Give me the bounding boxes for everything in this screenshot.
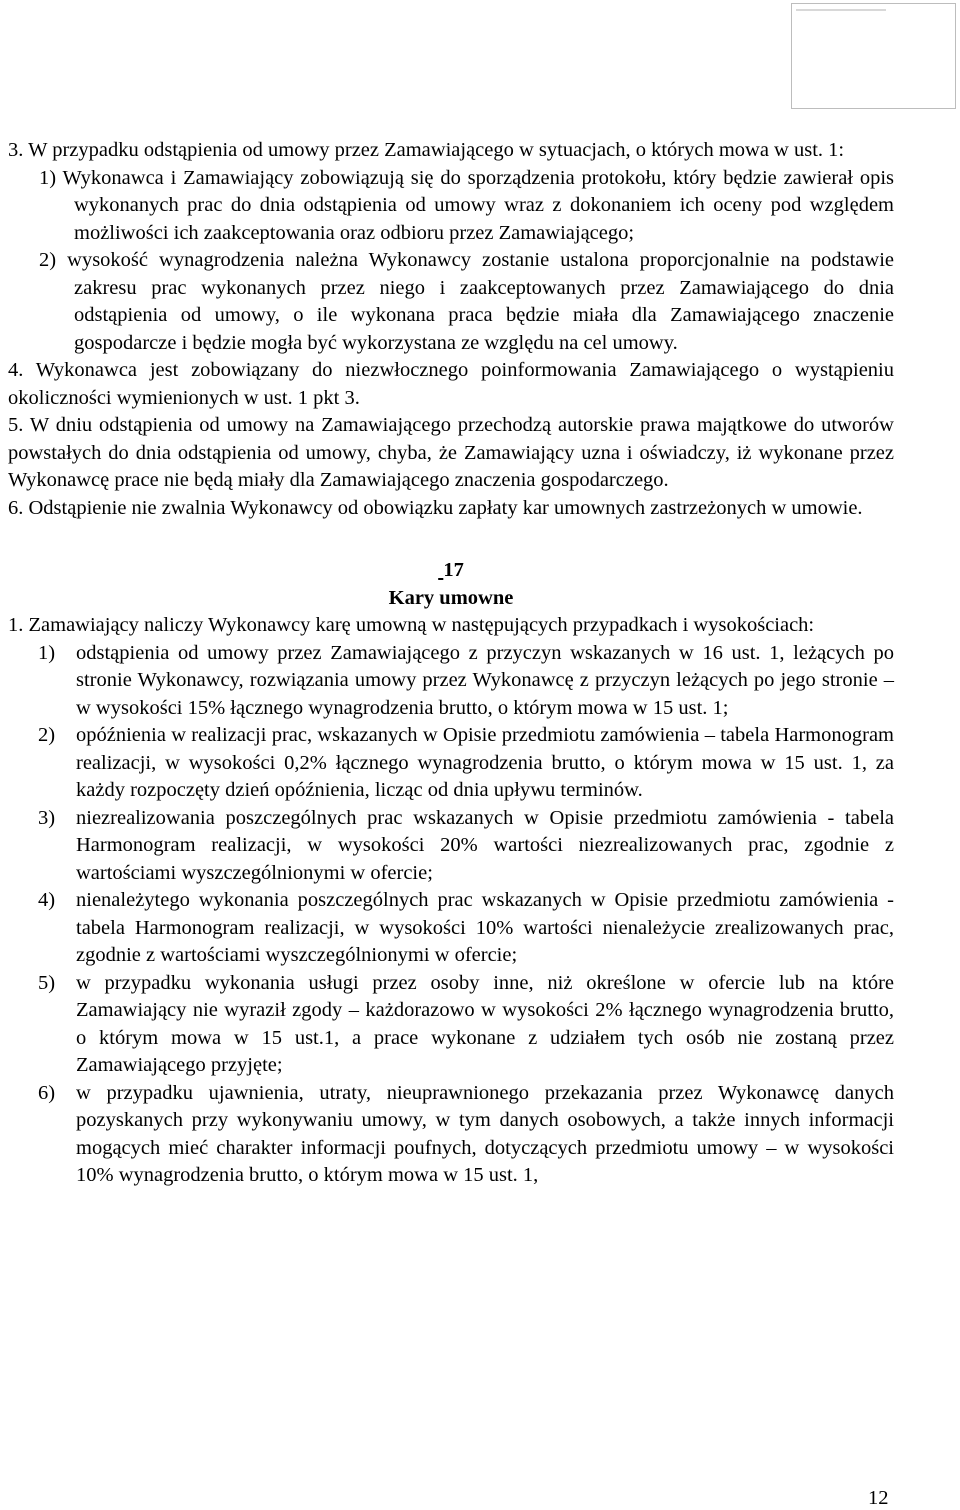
paragraph-4: 4. Wykonawca jest zobowiązany do niezwłocznego poinformowania Zamawiającego o wystąpieniu okoliczności wymienionych w ust. 1 pkt 3.	[8, 359, 894, 409]
penalty-item-6	[38, 1080, 894, 1190]
paragraph-3-item-1	[39, 165, 894, 248]
penalty-item-2	[38, 722, 894, 805]
penalty-item-4	[38, 887, 894, 970]
item-number: 1)	[39, 166, 57, 189]
item-text: w przypadku wykonania usługi przez osoby inne, niż określone w ofercie lub na które Zamawiający nie wyraził zgody – każdorazowo w wysokości 2% łącznego wynagrodzenia brutto, o którym mowa w 15 ust.1, a prace wykonane z udziałem tych osób nie zostaną przez Zamawiającego przyjęte;	[76, 971, 894, 1076]
page-number: 12	[868, 1487, 889, 1509]
paragraph-3-item-2	[39, 247, 894, 357]
paragraph-3-intro: 3. W przypadku odstąpienia od umowy przez Zamawiającego w sytuacjach, o których mowa w ust. 1:	[8, 139, 845, 161]
item-number: 5)	[38, 971, 56, 994]
paragraph-6: 6. Odstąpienie nie zwalnia Wykonawcy od obowiązku zapłaty kar umownych zastrzeżonych w umowie.	[8, 496, 863, 519]
item-text: Wykonawca i Zamawiający zobowiązują się do sporządzenia protokołu, który będzie zawierał opis wykonanych prac do dnia odstąpienia od umowy wraz z dokonaniem ich oceny pod względem możliwości ich zaakceptowania oraz odbioru przez Zamawiającego;	[62, 166, 894, 244]
penalty-item-5	[38, 970, 894, 1080]
item-text: odstąpienia od umowy przez Zamawiającego z przyczyn wskazanych w 16 ust. 1, leżących po stronie Wykonawcy, rozwiązania umowy przez Wykonawcę z przyczyn leżących po jego stronie – w wysokości 15% łącznego wynagrodzenia brutto, o którym mowa w 15 ust. 1;	[76, 641, 894, 719]
paragraph-5: 5. W dniu odstąpienia od umowy na Zamawiającego przechodzą autorskie prawa majątkowe do utworów powstałych do dnia odstąpienia od umowy, chyba, że Zamawiający uzna i oświadczy, iż wykonane przez Wykonawcę prace nie będą miały dla Zamawiającego znaczenia gospodarczego.	[8, 414, 894, 491]
item-number: 2)	[39, 249, 57, 271]
item-number: 4)	[38, 889, 56, 911]
item-text: nienależytego wykonania poszczególnych prac wskazanych w Opisie przedmiotu zamówienia - tabela Harmonogram realizacji, w wysokości 10% wartości nienależycie zrealizowanych prac, zgodnie z wartościami wyszczególnionymi w ofercie;	[76, 889, 894, 966]
item-text: w przypadku ujawnienia, utraty, nieuprawnionego przekazania przez Wykonawcę danych pozyskanych przy wykonywaniu umowy, w tym danych osobowych, a także innych informacji mogących mieć charakter informacji poufnych, dotyczących przedmiotu umowy – w wysokości 10% wynagrodzenia brutto, o którym mowa w 15 ust. 1,	[76, 1081, 894, 1186]
item-text: wysokość wynagrodzenia należna Wykonawcy zostanie ustalona proporcjonalnie na podstawie zakresu prac wykonanych przez niego i zaakceptowanych przez Zamawiającego do dnia odstąpienia od umowy, o ile wykonana praca będzie miała dla Zamawiającego znaczenie gospodarcze i będzie mogła być wykorzystana ze względu na cel umowy.	[67, 249, 894, 354]
document-page	[8, 137, 894, 1190]
section-title: Kary umowne	[388, 586, 514, 609]
item-number: 2)	[38, 724, 56, 746]
thumbnail-text-line	[796, 9, 886, 11]
thumbnail-preview	[791, 3, 956, 109]
penalties-intro: 1. Zamawiający naliczy Wykonawcy karę umowną w następujących przypadkach i wysokościach:	[8, 614, 815, 636]
item-number: 1)	[38, 641, 56, 664]
item-text: opóźnienia w realizacji prac, wskazanych w Opisie przedmiotu zamówienia – tabela Harmonogram realizacji, w wysokości 0,2% łącznego wynagrodzenia brutto, o którym mowa w 15 ust. 1, za każdy rozpoczęty dzień opóźnienia, licząc od dnia upływu terminów.	[76, 724, 894, 801]
penalty-item-1	[38, 640, 894, 723]
section-number: 17	[8, 557, 894, 585]
item-number: 3)	[38, 806, 56, 829]
penalty-item-3	[38, 805, 894, 888]
item-text: niezrealizowania poszczególnych prac wskazanych w Opisie przedmiotu zamówienia - tabela Harmonogram realizacji, w wysokości 20% wartości niezrealizowanych prac, zgodnie z wartościami wyszczególnionymi w ofercie;	[76, 806, 894, 884]
item-number: 6)	[38, 1081, 56, 1104]
